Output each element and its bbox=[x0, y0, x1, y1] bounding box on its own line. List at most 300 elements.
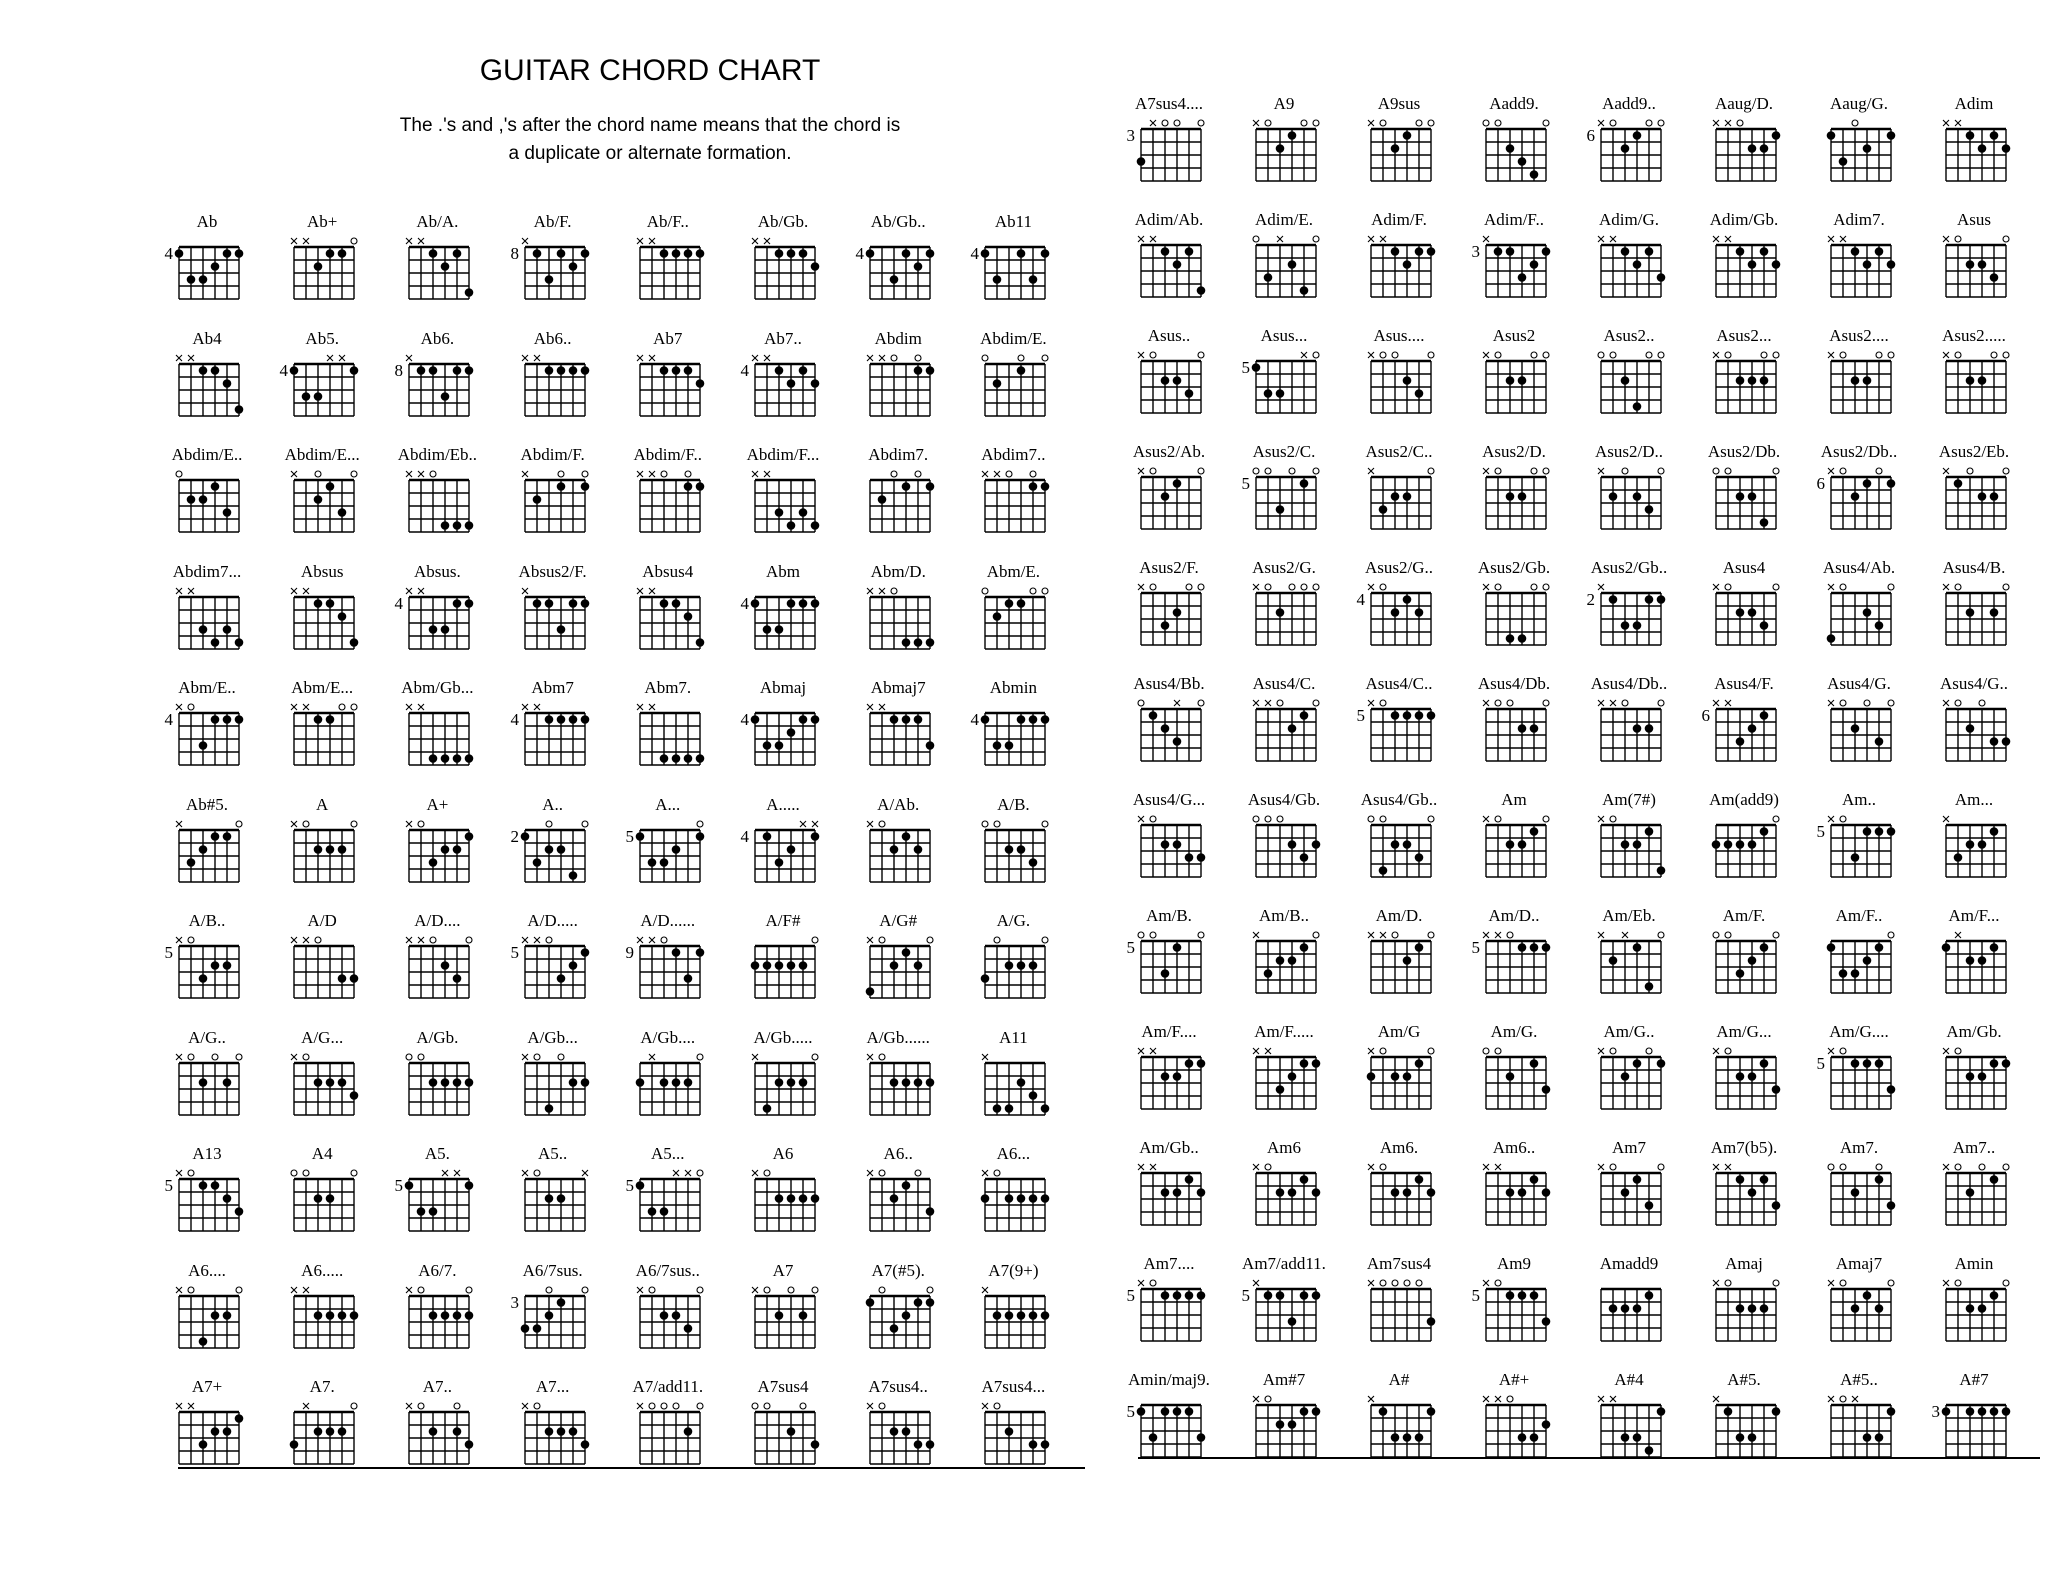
finger-dot bbox=[199, 974, 208, 983]
finger-dot bbox=[1621, 144, 1630, 153]
finger-dot bbox=[568, 871, 577, 880]
finger-dot bbox=[1863, 827, 1872, 836]
finger-dot bbox=[326, 1311, 335, 1320]
open-string-mark bbox=[351, 471, 357, 477]
finger-dot bbox=[787, 728, 796, 737]
finger-dot bbox=[1276, 505, 1285, 514]
open-string-mark bbox=[466, 937, 472, 943]
chord-name: Am7.... bbox=[1143, 1254, 1195, 1273]
chord-fretboard bbox=[1459, 460, 1569, 542]
chord-fretboard bbox=[498, 580, 608, 662]
finger-dot bbox=[465, 288, 474, 297]
chord-name: A9 bbox=[1273, 94, 1295, 113]
chord-diagram bbox=[1459, 94, 1569, 194]
open-string-mark bbox=[812, 1054, 818, 1060]
chord-fretboard bbox=[1919, 344, 2029, 426]
open-string-mark bbox=[188, 1054, 194, 1060]
finger-dot bbox=[1736, 737, 1745, 746]
open-string-mark bbox=[546, 1287, 552, 1293]
chord-name: A7.. bbox=[422, 1377, 453, 1396]
finger-dot bbox=[1645, 724, 1654, 733]
open-string-mark bbox=[994, 937, 1000, 943]
finger-dot bbox=[580, 366, 589, 375]
chord-fretboard bbox=[728, 929, 838, 1011]
finger-dot bbox=[1415, 1433, 1424, 1442]
chord-name: Abm/E... bbox=[291, 678, 354, 697]
chord-fretboard bbox=[843, 347, 953, 429]
finger-dot bbox=[1506, 492, 1515, 501]
chord-diagram bbox=[267, 678, 377, 778]
finger-dot bbox=[1942, 1407, 1951, 1416]
chord-name: Asus.... bbox=[1373, 326, 1425, 345]
muted-string-mark bbox=[1368, 700, 1374, 706]
finger-dot bbox=[799, 1311, 808, 1320]
open-string-mark bbox=[1840, 1396, 1846, 1402]
muted-string-mark bbox=[522, 471, 528, 477]
chord-diagram bbox=[1574, 210, 1684, 310]
finger-dot bbox=[465, 1311, 474, 1320]
finger-dot bbox=[1887, 1085, 1896, 1094]
open-string-mark bbox=[1030, 588, 1036, 594]
finger-dot bbox=[1990, 1175, 1999, 1184]
finger-dot bbox=[1851, 492, 1860, 501]
chord-name: Asus4/G... bbox=[1132, 790, 1206, 809]
open-string-mark bbox=[1840, 584, 1846, 590]
chord-fretboard bbox=[728, 1279, 838, 1361]
muted-string-mark bbox=[1138, 236, 1144, 242]
finger-dot bbox=[1161, 1407, 1170, 1416]
muted-string-mark bbox=[534, 355, 540, 361]
chord-diagram bbox=[267, 1377, 377, 1477]
chord-name: A+ bbox=[426, 794, 449, 814]
finger-dot bbox=[1264, 389, 1273, 398]
finger-dot bbox=[1312, 1407, 1321, 1416]
chord-name: A6... bbox=[996, 1144, 1031, 1163]
chord-fretboard bbox=[613, 1279, 723, 1361]
muted-string-mark bbox=[1483, 468, 1489, 474]
finger-dot bbox=[1724, 840, 1733, 849]
chord-fretboard bbox=[1114, 808, 1224, 890]
finger-dot bbox=[1403, 840, 1412, 849]
chord-name: A#+ bbox=[1498, 1370, 1530, 1389]
finger-dot bbox=[1403, 956, 1412, 965]
chord-diagram bbox=[1344, 558, 1454, 658]
chord-diagram bbox=[498, 329, 608, 429]
finger-dot bbox=[1990, 131, 1999, 140]
finger-dot bbox=[290, 1440, 299, 1449]
chord-fretboard bbox=[382, 1395, 492, 1477]
open-string-mark bbox=[1150, 932, 1156, 938]
muted-string-mark bbox=[637, 937, 643, 943]
finger-dot bbox=[902, 1427, 911, 1436]
muted-string-mark bbox=[1943, 120, 1949, 126]
open-string-mark bbox=[1495, 352, 1501, 358]
muted-string-mark bbox=[1368, 468, 1374, 474]
chord-diagram bbox=[1344, 790, 1454, 890]
chord-diagram bbox=[1689, 1254, 1799, 1354]
open-string-mark bbox=[1955, 584, 1961, 590]
finger-dot bbox=[290, 366, 299, 375]
finger-dot bbox=[1017, 715, 1026, 724]
chord-fretboard bbox=[1689, 1272, 1799, 1354]
muted-string-mark bbox=[1253, 120, 1259, 126]
chord-name: Asus4/G.. bbox=[1939, 674, 2008, 693]
open-string-mark bbox=[788, 1287, 794, 1293]
open-string-mark bbox=[1658, 120, 1664, 126]
finger-dot bbox=[1621, 376, 1630, 385]
base-fret-label: 4 bbox=[740, 593, 749, 613]
chord-diagram bbox=[843, 795, 953, 895]
finger-dot bbox=[556, 1298, 565, 1307]
base-fret-label: 5 bbox=[1356, 706, 1365, 725]
base-fret-label: 4 bbox=[279, 360, 289, 380]
chord-name: Ab/F. bbox=[533, 212, 572, 231]
chord-name: Asus4 bbox=[1722, 558, 1766, 577]
finger-dot bbox=[1851, 969, 1860, 978]
finger-dot bbox=[1530, 170, 1539, 179]
open-string-mark bbox=[236, 1287, 242, 1293]
finger-dot bbox=[1518, 376, 1527, 385]
chord-name: Asus2..... bbox=[1942, 326, 2006, 345]
open-string-mark bbox=[1006, 471, 1012, 477]
chord-name: Asus4/Db. bbox=[1477, 674, 1551, 693]
open-string-mark bbox=[546, 937, 552, 943]
muted-string-mark bbox=[522, 1054, 528, 1060]
chord-diagram bbox=[382, 795, 492, 895]
finger-dot bbox=[695, 754, 704, 763]
chord-name: Am/F... bbox=[1948, 906, 2000, 925]
finger-dot bbox=[1633, 621, 1642, 630]
open-string-mark bbox=[534, 1403, 540, 1409]
finger-dot bbox=[659, 366, 668, 375]
finger-dot bbox=[1609, 1304, 1618, 1313]
chord-diagram bbox=[1689, 558, 1799, 658]
finger-dot bbox=[235, 638, 244, 647]
chord-name: Am7(b5). bbox=[1710, 1138, 1778, 1157]
open-string-mark bbox=[661, 1403, 667, 1409]
open-string-mark bbox=[1042, 588, 1048, 594]
chord-name: Abdim/E.. bbox=[171, 445, 243, 464]
chord-diagram bbox=[1229, 210, 1339, 310]
chord-diagram bbox=[843, 212, 953, 312]
open-string-mark bbox=[1773, 352, 1779, 358]
open-string-mark bbox=[418, 1403, 424, 1409]
chord-diagram bbox=[1114, 442, 1224, 542]
open-string-mark bbox=[1888, 1280, 1894, 1286]
chord-fretboard bbox=[382, 1162, 492, 1244]
finger-dot bbox=[1029, 715, 1038, 724]
chord-fretboard bbox=[267, 1395, 377, 1477]
chord-name: Asus4/G. bbox=[1827, 674, 1891, 693]
finger-dot bbox=[1966, 1188, 1975, 1197]
chord-diagram bbox=[728, 795, 838, 895]
finger-dot bbox=[1415, 711, 1424, 720]
open-string-mark bbox=[1840, 1280, 1846, 1286]
finger-dot bbox=[1312, 840, 1321, 849]
open-string-mark bbox=[1840, 1164, 1846, 1170]
chord-name: Am/Gb.. bbox=[1139, 1138, 1199, 1157]
finger-dot bbox=[775, 508, 784, 517]
finger-dot bbox=[199, 625, 208, 634]
chord-diagram bbox=[843, 329, 953, 429]
open-string-mark bbox=[1428, 816, 1434, 822]
finger-dot bbox=[350, 1091, 359, 1100]
finger-dot bbox=[1197, 1059, 1206, 1068]
open-string-mark bbox=[879, 1287, 885, 1293]
finger-dot bbox=[787, 599, 796, 608]
open-string-mark bbox=[1265, 468, 1271, 474]
finger-dot bbox=[1633, 1175, 1642, 1184]
chord-fretboard bbox=[1574, 1040, 1684, 1122]
chord-diagram bbox=[1344, 906, 1454, 1006]
base-fret-label: 4 bbox=[740, 360, 749, 380]
chord-fretboard bbox=[152, 1279, 262, 1361]
muted-string-mark bbox=[1483, 932, 1489, 938]
chord-diagram bbox=[1459, 1138, 1569, 1238]
chord-fretboard bbox=[1689, 1040, 1799, 1122]
chord-fretboard bbox=[152, 230, 262, 312]
chord-name: A7... bbox=[535, 1377, 570, 1396]
finger-dot bbox=[556, 625, 565, 634]
muted-string-mark bbox=[1138, 1280, 1144, 1286]
chord-diagram bbox=[382, 445, 492, 545]
finger-dot bbox=[1736, 1175, 1745, 1184]
muted-string-mark bbox=[994, 471, 1000, 477]
finger-dot bbox=[1403, 260, 1412, 269]
finger-dot bbox=[1736, 969, 1745, 978]
finger-dot bbox=[1839, 157, 1848, 166]
open-string-mark bbox=[1253, 468, 1259, 474]
chord-name: Adim bbox=[1954, 94, 1994, 113]
muted-string-mark bbox=[1174, 700, 1180, 706]
finger-dot bbox=[1185, 247, 1194, 256]
chord-name: Asus2/Db. bbox=[1707, 442, 1781, 461]
chord-name: Amadd9 bbox=[1599, 1254, 1659, 1273]
finger-dot bbox=[1633, 943, 1642, 952]
open-string-mark bbox=[1380, 120, 1386, 126]
muted-string-mark bbox=[522, 1403, 528, 1409]
chord-diagram bbox=[1229, 1138, 1339, 1238]
finger-dot bbox=[775, 1194, 784, 1203]
finger-dot bbox=[890, 275, 899, 284]
chord-diagram bbox=[382, 329, 492, 429]
finger-dot bbox=[787, 521, 796, 530]
chord-name: A/Gb...... bbox=[866, 1027, 930, 1047]
muted-string-mark bbox=[1277, 236, 1283, 242]
finger-dot bbox=[211, 961, 220, 970]
finger-dot bbox=[187, 275, 196, 284]
muted-string-mark bbox=[867, 588, 873, 594]
finger-dot bbox=[1875, 621, 1884, 630]
open-string-mark bbox=[1313, 932, 1319, 938]
finger-dot bbox=[465, 754, 474, 763]
open-string-mark bbox=[1428, 468, 1434, 474]
finger-dot bbox=[787, 1078, 796, 1087]
chord-fretboard bbox=[958, 1279, 1068, 1361]
chord-diagram bbox=[1574, 906, 1684, 1006]
chord-fretboard bbox=[267, 1279, 377, 1361]
finger-dot bbox=[1005, 1427, 1014, 1436]
open-string-mark bbox=[1428, 1048, 1434, 1054]
muted-string-mark bbox=[1840, 236, 1846, 242]
muted-string-mark bbox=[1301, 352, 1307, 358]
muted-string-mark bbox=[534, 937, 540, 943]
finger-dot bbox=[981, 1194, 990, 1203]
chord-diagram bbox=[1114, 1254, 1224, 1354]
chord-name: Am/F..... bbox=[1254, 1022, 1314, 1041]
base-fret-label: 4 bbox=[740, 826, 749, 846]
chord-diagram bbox=[958, 678, 1068, 778]
finger-dot bbox=[799, 249, 808, 258]
chord-name: Ab7 bbox=[653, 328, 683, 348]
chord-fretboard bbox=[958, 230, 1068, 312]
open-string-mark bbox=[1313, 584, 1319, 590]
page-title: GUITAR CHORD CHART bbox=[479, 54, 821, 87]
chord-diagram bbox=[1574, 1254, 1684, 1354]
finger-dot bbox=[635, 1181, 644, 1190]
open-string-mark bbox=[1713, 468, 1719, 474]
finger-dot bbox=[902, 249, 911, 258]
chord-diagram bbox=[382, 1261, 492, 1361]
open-string-mark bbox=[1840, 816, 1846, 822]
finger-dot bbox=[1518, 840, 1527, 849]
finger-dot bbox=[1017, 249, 1026, 258]
muted-string-mark bbox=[176, 704, 182, 710]
muted-string-mark bbox=[1828, 816, 1834, 822]
base-fret-label: 3 bbox=[1126, 126, 1135, 145]
chord-diagram bbox=[1804, 442, 1914, 542]
chord-fretboard bbox=[843, 696, 953, 778]
muted-string-mark bbox=[673, 1170, 679, 1176]
open-string-mark bbox=[176, 471, 182, 477]
open-string-mark bbox=[188, 704, 194, 710]
finger-dot bbox=[659, 249, 668, 258]
chord-diagram bbox=[152, 678, 262, 778]
chord-name: Am6.. bbox=[1492, 1138, 1536, 1157]
finger-dot bbox=[580, 1440, 589, 1449]
finger-dot bbox=[314, 1078, 323, 1087]
muted-string-mark bbox=[1368, 1280, 1374, 1286]
chord-name: Am/G.... bbox=[1829, 1022, 1889, 1041]
finger-dot bbox=[1518, 724, 1527, 733]
finger-dot bbox=[1875, 1175, 1884, 1184]
finger-dot bbox=[1966, 608, 1975, 617]
open-string-mark bbox=[1646, 352, 1652, 358]
finger-dot bbox=[799, 715, 808, 724]
finger-dot bbox=[338, 1311, 347, 1320]
finger-dot bbox=[1851, 376, 1860, 385]
finger-dot bbox=[1017, 1078, 1026, 1087]
chord-fretboard bbox=[1574, 808, 1684, 890]
muted-string-mark bbox=[534, 704, 540, 710]
chord-name: A/F# bbox=[765, 911, 801, 930]
finger-dot bbox=[775, 961, 784, 970]
finger-dot bbox=[1173, 1291, 1182, 1300]
muted-string-mark bbox=[406, 821, 412, 827]
muted-string-mark bbox=[1713, 1396, 1719, 1402]
chord-fretboard bbox=[1804, 924, 1914, 1006]
muted-string-mark bbox=[291, 1287, 297, 1293]
finger-dot bbox=[1851, 1188, 1860, 1197]
muted-string-mark bbox=[188, 588, 194, 594]
finger-dot bbox=[1288, 724, 1297, 733]
muted-string-mark bbox=[1622, 932, 1628, 938]
chord-name: A6 bbox=[772, 1144, 794, 1163]
chord-fretboard bbox=[1114, 344, 1224, 426]
finger-dot bbox=[775, 741, 784, 750]
chord-name: Am/D.. bbox=[1488, 906, 1540, 925]
open-string-mark bbox=[1658, 700, 1664, 706]
open-string-mark bbox=[1713, 932, 1719, 938]
muted-string-mark bbox=[303, 238, 309, 244]
finger-dot bbox=[1415, 943, 1424, 952]
muted-string-mark bbox=[188, 1403, 194, 1409]
finger-dot bbox=[1851, 247, 1860, 256]
finger-dot bbox=[338, 1078, 347, 1087]
finger-dot bbox=[1657, 866, 1666, 875]
chord-diagram bbox=[1344, 1370, 1454, 1470]
finger-dot bbox=[302, 392, 311, 401]
open-string-mark bbox=[1380, 584, 1386, 590]
finger-dot bbox=[1633, 131, 1642, 140]
chord-diagram bbox=[152, 445, 262, 545]
chord-diagram bbox=[613, 212, 723, 312]
chord-fretboard bbox=[152, 696, 262, 778]
base-fret-label: 9 bbox=[625, 943, 634, 962]
muted-string-mark bbox=[1713, 120, 1719, 126]
chord-name: A11 bbox=[999, 1027, 1028, 1047]
chord-fretboard bbox=[1574, 228, 1684, 310]
open-string-mark bbox=[351, 821, 357, 827]
chord-diagram bbox=[843, 1028, 953, 1128]
finger-dot bbox=[1633, 1059, 1642, 1068]
base-fret-label: 5 bbox=[164, 943, 173, 962]
open-string-mark bbox=[1313, 236, 1319, 242]
chord-diagram bbox=[152, 212, 262, 312]
finger-dot bbox=[1379, 866, 1388, 875]
open-string-mark bbox=[1301, 120, 1307, 126]
open-string-mark bbox=[1416, 120, 1422, 126]
finger-dot bbox=[326, 482, 335, 491]
chord-diagram bbox=[498, 1377, 608, 1477]
finger-dot bbox=[775, 366, 784, 375]
finger-dot bbox=[890, 845, 899, 854]
chord-name: Asus4/Db.. bbox=[1590, 674, 1668, 693]
finger-dot bbox=[926, 1207, 935, 1216]
finger-dot bbox=[683, 1078, 692, 1087]
finger-dot bbox=[314, 1427, 323, 1436]
finger-dot bbox=[1736, 247, 1745, 256]
chord-diagram bbox=[1804, 1370, 1914, 1470]
chord-name: Amin bbox=[1954, 1254, 1994, 1273]
finger-dot bbox=[914, 961, 923, 970]
chord-diagram bbox=[1689, 790, 1799, 890]
finger-dot bbox=[1276, 1188, 1285, 1197]
chord-fretboard bbox=[728, 463, 838, 545]
finger-dot bbox=[981, 974, 990, 983]
chord-name: Am.. bbox=[1842, 790, 1876, 809]
finger-dot bbox=[1621, 1433, 1630, 1442]
finger-dot bbox=[1760, 1304, 1769, 1313]
chord-fretboard bbox=[382, 1279, 492, 1361]
finger-dot bbox=[1288, 260, 1297, 269]
chord-name: A6.... bbox=[188, 1260, 226, 1280]
open-string-mark bbox=[1876, 1164, 1882, 1170]
finger-dot bbox=[1645, 505, 1654, 514]
finger-dot bbox=[890, 715, 899, 724]
muted-string-mark bbox=[1368, 352, 1374, 358]
muted-string-mark bbox=[1598, 1396, 1604, 1402]
